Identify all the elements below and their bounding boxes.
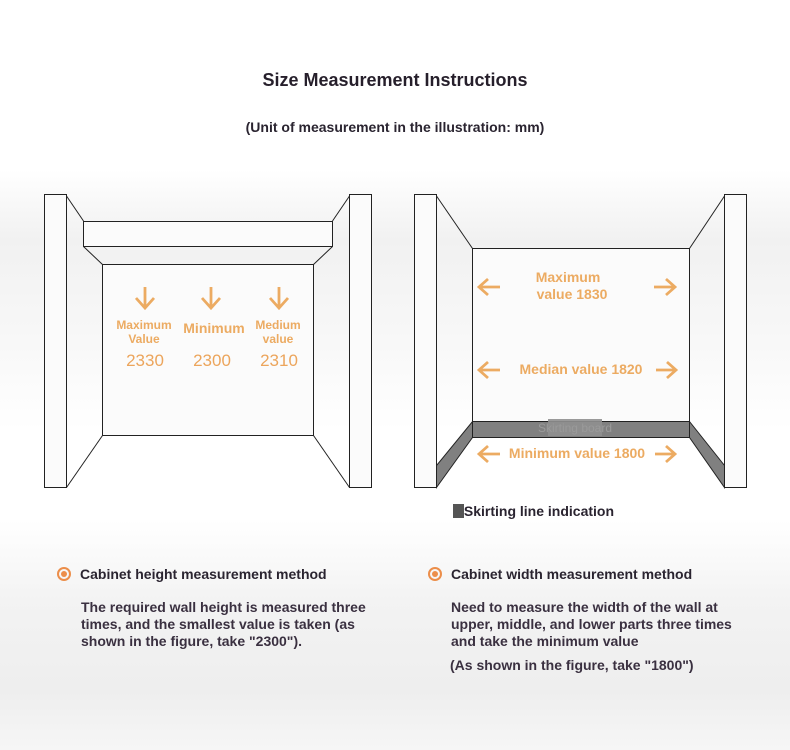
skirting-legend-label: Skirting line indication [463, 503, 615, 519]
width-method-description [451, 599, 771, 650]
width-desc-line1: Need to measure the width of the wall at [451, 599, 718, 615]
reading-3-label-line1: Medium [255, 318, 301, 332]
height-desc-line2: times, and the smallest value is taken (as [81, 616, 355, 632]
width-median: Median value 1820 [519, 361, 643, 377]
target-icon [57, 567, 71, 581]
skirting-legend [453, 503, 614, 519]
height-method-description [81, 599, 401, 650]
width-method-note: (As shown in the figure, take "1800") [450, 657, 694, 673]
width-desc-line3: and take the minimum value [451, 633, 639, 649]
reading-2-label: Minimum [183, 320, 245, 336]
width-max-line2: value 1830 [536, 286, 608, 302]
reading-1-label-line2: Value [128, 332, 160, 346]
height-desc-line1: The required wall height is measured three [81, 599, 366, 615]
width-method-title: Cabinet width measurement method [451, 566, 693, 582]
width-method-heading [428, 566, 692, 582]
height-method-title: Cabinet height measurement method [80, 566, 327, 582]
reading-2-value: 2300 [193, 351, 231, 370]
page-subtitle: (Unit of measurement in the illustration: mm) [245, 119, 545, 135]
page-title: Size Measurement Instructions [262, 70, 528, 90]
reading-3-value: 2310 [260, 351, 298, 370]
skirting-swatch [453, 504, 464, 518]
target-icon [428, 567, 442, 581]
height-method-heading [57, 566, 327, 582]
reading-3-label-line2: value [262, 332, 294, 346]
height-desc-line3: shown in the figure, take "2300"). [81, 633, 302, 649]
width-desc-line2: upper, middle, and lower parts three times [451, 616, 732, 632]
skirting-faint-label: Skirting board [537, 421, 613, 435]
width-min: Minimum value 1800 [508, 445, 646, 461]
height-room-outline [45, 195, 372, 488]
width-max-line1: Maximum [535, 269, 601, 285]
reading-1-label-line1: Maximum [116, 318, 172, 332]
reading-1-value: 2330 [126, 351, 164, 370]
